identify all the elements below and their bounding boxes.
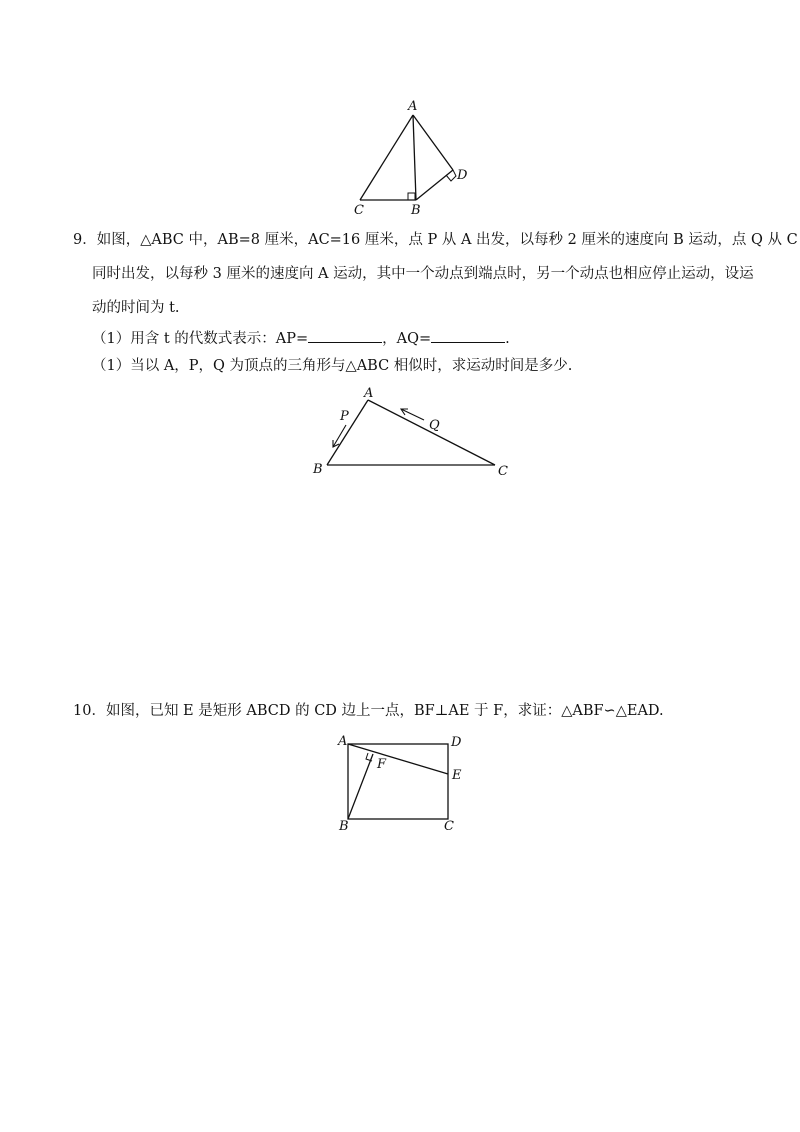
q9-line-1: [73, 230, 798, 250]
answer-blank-aq[interactable]: [431, 328, 505, 343]
label-d: D: [457, 168, 468, 183]
answer-blank-ap[interactable]: [308, 328, 382, 343]
label-b: B: [339, 819, 349, 834]
arrow-p: [333, 425, 346, 447]
label-a: A: [364, 386, 374, 401]
label-b: B: [411, 203, 421, 218]
segment-ac: [360, 115, 413, 200]
figure-2-svg: [300, 385, 520, 485]
label-c: C: [354, 203, 364, 218]
label-c: C: [444, 819, 454, 834]
segment-ad: [413, 115, 453, 170]
q9-sub-1-end: .: [505, 331, 510, 347]
q9-line-2: 同时出发，以每秒 3 厘米的速度向 A 运动，其中一个动点到端点时，另一个动点也相应停止运动，设运: [92, 266, 754, 282]
q9-number: 9．: [73, 232, 97, 248]
label-e: E: [452, 768, 462, 783]
figure-3: [330, 728, 480, 838]
label-p: P: [340, 409, 349, 424]
label-d: D: [451, 735, 462, 750]
figure-2: [300, 385, 520, 485]
label-b: B: [313, 462, 323, 477]
q9-sub-1-mid: ，AQ=: [382, 331, 432, 347]
label-a: A: [408, 99, 418, 114]
label-a: A: [338, 734, 348, 749]
segment-bd: [416, 170, 453, 200]
q9-sub-1-prefix: （1）用含 t 的代数式表示：AP=: [92, 331, 309, 347]
label-q: Q: [429, 418, 440, 433]
segment-bf: [348, 754, 373, 819]
figure-1: [340, 95, 480, 220]
q10-text: 如图，已知 E 是矩形 ABCD 的 CD 边上一点，BF⊥AE 于 F，求证：△ABF∽△EAD.: [105, 703, 664, 719]
q9-text-1: 如图，△ABC 中，AB=8 厘米，AC=16 厘米，点 P 从 A 出发，以每秒 2 厘米的速度向 B 运动，点 Q 从 C: [96, 232, 798, 248]
label-c: C: [498, 464, 508, 479]
q9-sub-1: [92, 328, 510, 349]
q10-line: [73, 701, 664, 721]
q9-line-3: 动的时间为 t.: [92, 300, 180, 316]
segment-ae: [348, 744, 448, 774]
figure-3-svg: [330, 728, 480, 838]
figure-1-svg: [340, 95, 480, 220]
right-angle-b: [408, 193, 415, 200]
label-f: F: [377, 757, 387, 772]
q9-sub-2: （1）当以 A，P，Q 为顶点的三角形与△ABC 相似时，求运动时间是多少.: [92, 358, 573, 374]
q10-number: 10．: [73, 703, 106, 719]
segment-ab: [413, 115, 416, 200]
